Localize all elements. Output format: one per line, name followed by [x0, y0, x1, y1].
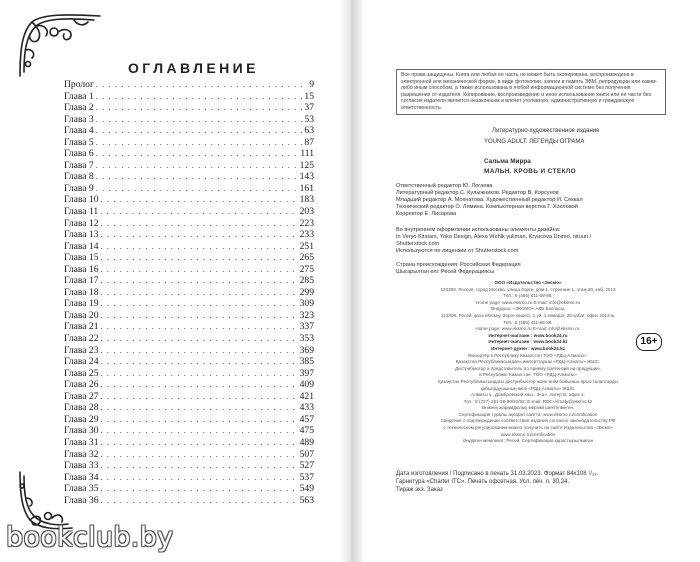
dot-leader [101, 252, 298, 264]
toc-entry [64, 391, 314, 403]
toc-entry-page: 421 [299, 390, 314, 402]
country-of-origin: Страна происхождения: Российская Федерация Шыгарылған елі: Ресей Федерациясы [396, 262, 521, 275]
dot-leader [101, 229, 298, 241]
toc-entry-page: 143 [299, 171, 314, 183]
dot-leader [101, 437, 298, 449]
dot-leader [96, 91, 303, 103]
series: YOUNG ADULT. ЛЕГЕНДЫ ОГРАМА [484, 139, 585, 145]
publisher-line: Тел.: 8 (727) 251-59-90/91/92; E-mail: RDC-Almaty@eksmo.kz [463, 398, 593, 404]
dot-leader [101, 495, 298, 507]
book-spine [340, 0, 362, 562]
toc-entry [64, 356, 314, 368]
toc-title: ОГЛАВЛЕНИЕ [128, 60, 259, 76]
author: Сальма Мирра [484, 158, 531, 165]
toc-entry [64, 194, 314, 206]
dot-leader [101, 218, 298, 230]
toc-entry [64, 252, 314, 264]
toc-entry-page: 223 [299, 217, 314, 229]
toc-entry-page: 537 [299, 471, 314, 483]
toc-entry-page: 433 [299, 402, 314, 414]
toc-entry-label: Глава 3 [64, 113, 94, 125]
genre: Литературно-художественное издание [492, 128, 600, 134]
toc-entry-label: Глава 15 [64, 252, 99, 264]
publisher-line: Home page: www.eksmo.ru E-mail: info@eksmo.ru. [475, 326, 581, 332]
rights-notice: Все права защищены. Книга или любая ее часть не может быть скопирована, воспроизведена в электронной или механической форме, в виде фотокопии, записи в память ЭВМ, репродукции или каким-либо иным способом, а также использована в любой информационной системе без получения разрешения от издателя. Копирование, воспроизведение и иное использование книги или ее части без согласия издателя является незаконным и влечет уголовную, административную и гражданскую ответственность. [396, 69, 666, 115]
dot-leader [101, 414, 298, 426]
dot-leader [101, 310, 298, 322]
toc-entry [64, 460, 314, 472]
toc-entry-label: Глава 14 [64, 240, 99, 252]
toc-entry [64, 402, 314, 414]
toc-entry-label: Глава 29 [64, 413, 99, 425]
toc-entry-label: Глава 4 [64, 125, 94, 137]
toc-entry-label: Глава 25 [64, 367, 99, 379]
dot-leader [96, 125, 303, 137]
toc-entry [64, 264, 314, 276]
toc-entry-page: 309 [299, 298, 314, 310]
dot-leader [101, 483, 298, 495]
toc-entry-page: 475 [299, 425, 314, 437]
age-rating-badge: 16+ [636, 333, 662, 351]
toc-entry-label: Глава 33 [64, 460, 99, 472]
dot-leader [101, 472, 298, 484]
publisher-line: Home page: www.eksmo.ru E-mail: info@eksmo.ru [476, 299, 580, 305]
dot-leader [101, 264, 298, 276]
publisher-line: Тел.: 8 (495) 411-68-86. [503, 293, 553, 299]
dot-leader [96, 79, 307, 91]
toc-entry-page: 285 [299, 275, 314, 287]
toc-entry-page: 397 [299, 367, 314, 379]
dot-leader [101, 333, 298, 345]
dot-leader [96, 183, 298, 195]
toc-entry-label: Глава 26 [64, 379, 99, 391]
toc-entry [64, 218, 314, 230]
toc-entry-page: 37 [304, 102, 314, 114]
toc-entry-label: Глава 16 [64, 263, 99, 275]
dot-leader [101, 321, 298, 333]
toc-entry-page: 563 [299, 494, 314, 506]
toc-entry [64, 287, 314, 299]
design-credits: Во внутреннем оформлении использованы элементы дизайна: In Veryo Kitstars, Yoko Design, Alexa Wehlk yuliman, Kryucova Dnimo, nituuri / Shutterstock.com Используются по лицензии от Shutterstock.com [396, 227, 592, 254]
toc-entry-label: Глава 13 [64, 229, 99, 241]
toc-entry [64, 310, 314, 322]
toc-entry [64, 298, 314, 310]
toc-entry-label: Глава 34 [64, 471, 99, 483]
toc-entry [64, 495, 314, 507]
dot-leader [101, 345, 298, 357]
toc-entry-label: Глава 6 [64, 148, 94, 160]
toc-entry-label: Глава 36 [64, 494, 99, 506]
toc-entry-page: 337 [299, 321, 314, 333]
toc-entry-page: 87 [304, 136, 314, 148]
toc-entry-label: Глава 8 [64, 171, 94, 183]
print-info-line: Тираж экз. Заказ [396, 487, 443, 493]
toc-entry [64, 437, 314, 449]
right-page [362, 0, 700, 562]
dot-leader [101, 194, 298, 206]
dot-leader [101, 425, 298, 437]
toc-entry [64, 102, 314, 114]
toc-entry-label: Глава 23 [64, 344, 99, 356]
toc-entry-page: 275 [299, 263, 314, 275]
toc-entry-label: Глава 24 [64, 356, 99, 368]
toc-entry [64, 449, 314, 461]
toc-entry [64, 368, 314, 380]
toc-entry-label: Глава 19 [64, 298, 99, 310]
dot-leader [96, 148, 299, 160]
book-title: МАЛЬН. КРОВЬ И СТЕКЛО [484, 168, 577, 175]
publisher-line: 123308, Россия, город Москва, улица Зорге, дом 1, строение 1, этаж 20, каб. 2013 [440, 286, 616, 292]
toc-entry-label: Глава 7 [64, 159, 94, 171]
toc-entry-label: Глава 9 [64, 182, 94, 194]
dot-leader [96, 114, 303, 126]
watermark: bookclub.by [6, 522, 174, 553]
publisher-line: Қазақстан Республикасындағы дистрибьютор және өнім бойынша арыз-талаптарды [438, 378, 618, 384]
toc-entry-page: 457 [299, 413, 314, 425]
toc-entry-page: 111 [300, 148, 314, 160]
dot-leader [100, 206, 297, 218]
dot-leader [101, 241, 298, 253]
toc-entry-label: Глава 32 [64, 448, 99, 460]
toc-entry-label: Глава 18 [64, 286, 99, 298]
toc-entry [64, 414, 314, 426]
publisher-line: Қазақстан Республикасындағы импорттаушы «РДЦ-Алматы» ЖШС. [455, 359, 601, 365]
toc-entry-page: 369 [299, 344, 314, 356]
publisher-line: о техническом регулировании можно получить на сайте Издательства «Эксмо» [443, 425, 613, 431]
publisher-line: Интернет-магазин : www.book24.kz [488, 339, 568, 345]
dot-leader [101, 275, 298, 287]
toc-entry-label: Пролог [64, 79, 94, 90]
toc-entry-label: Глава 11 [64, 206, 99, 218]
toc-entry [64, 206, 314, 218]
toc-entry [64, 321, 314, 333]
print-info-line: Гарнитура «Charter ITC». Печать офсетная. Усл. печ. л. 30,24. [396, 479, 570, 485]
publisher-line: Алматы қ., Домбровский көш., 3«а», литер Б, офис 1. [471, 392, 585, 398]
toc-entry [64, 171, 314, 183]
publisher-line: Импортёр в Республику Казахстан ТОО «РДЦ-Алматы». [468, 352, 588, 358]
toc-entry [64, 275, 314, 287]
toc-entry-page: 63 [304, 125, 314, 137]
toc-entry-page: 183 [299, 194, 314, 206]
dot-leader [96, 160, 298, 172]
publisher-line: Өнімнің жарамдылық мерзімі шектелмеген. [481, 405, 575, 411]
toc-entry [64, 183, 314, 195]
toc-entry-page: 353 [299, 333, 314, 345]
toc-entry-page: 549 [299, 483, 314, 495]
toc-entry-label: Глава 20 [64, 309, 99, 321]
publisher-line: www.eksmo.ru/certification [500, 431, 556, 437]
toc-entry-label: Глава 30 [64, 425, 99, 437]
publisher-line: в Республике Казахстан: ТОО «РДЦ-Алматы» [479, 372, 577, 378]
toc-entry-label: Глава 10 [64, 194, 99, 206]
toc-entry [64, 229, 314, 241]
toc-entry [64, 345, 314, 357]
toc-entry-label: Глава 17 [64, 275, 99, 287]
toc-entry [64, 137, 314, 149]
toc-entry-page: 53 [304, 113, 314, 125]
publisher-line: Сведения о подтверждении соответствия издания согласно законодательству РФ [440, 418, 616, 424]
publisher-line: Интернет-дүкен : www.book24.kz [491, 345, 565, 351]
toc-entry-page: 161 [299, 182, 314, 194]
toc-entry-page: 299 [299, 286, 314, 298]
publisher-line: қабылдаушының өкілі «РДЦ-Алматы» ЖШС, [480, 385, 576, 391]
editors-credits: Ответственный редактор Ю. Логаева Литературный редактор С. Кулыжников. Редактор В. Корсунов Младший редактор А. Мохнатова. Художественный редактор И. Секкал Технический редактор О. Лямина. Компьютерная верстка Г. Хохловой Корректор Е. Лисарова [396, 183, 583, 217]
toc-entry [64, 472, 314, 484]
toc-entry-label: Глава 1 [64, 90, 94, 102]
toc-entry [64, 160, 314, 172]
toc-entry [64, 125, 314, 137]
toc-entry-label: Глава 2 [64, 102, 94, 114]
toc-entry-label: Глава 21 [64, 321, 99, 333]
publisher-line: 123308, Ресей, қала Мәскеу, Зорге көшесі, 1 үй, 1 ғимарат, 20 қабат, офис 2013 ж. [440, 312, 616, 318]
toc-entry-label: Глава 31 [64, 436, 99, 448]
toc-entry-label: Глава 35 [64, 483, 99, 495]
publisher-line: Тел.: 8 (495) 411-68-86. [503, 319, 553, 325]
publisher-line: Сертификация туралы ақпарат сайтта: www.eksmo.ru/certification [458, 411, 598, 417]
left-page [0, 0, 340, 562]
toc-entry-page: 265 [299, 252, 314, 264]
toc-entry-page: 385 [299, 356, 314, 368]
toc-entry-page: 9 [309, 79, 314, 90]
toc-entry-page: 15 [304, 90, 314, 102]
toc-entry-page: 527 [299, 460, 314, 472]
toc-entry-page: 233 [299, 229, 314, 241]
dot-leader [96, 171, 298, 183]
toc-entry [64, 148, 314, 160]
toc-entry [64, 91, 314, 103]
toc-entry [64, 241, 314, 253]
toc-entry-label: Глава 12 [64, 217, 99, 229]
dot-leader [101, 449, 298, 461]
toc-list [64, 79, 314, 506]
toc-entry [64, 79, 314, 91]
dot-leader [101, 298, 298, 310]
toc-entry [64, 114, 314, 126]
publisher-line: Өндіруші: «ЭКСМО» АҚБ Баспасы, [490, 306, 566, 312]
toc-entry-label: Глава 28 [64, 402, 99, 414]
toc-entry-page: 323 [299, 309, 314, 321]
print-info-line: Дата изготовления / Подписано в печать 31.03.2023. Формат 84x108 ¹/₃₂. [396, 471, 599, 477]
toc-entry-page: 125 [299, 159, 314, 171]
print-info [396, 470, 666, 494]
publisher-line: Дистрибьютор и представитель по приему претензий на продукцию, [455, 365, 601, 371]
toc-entry [64, 333, 314, 345]
toc-entry-page: 203 [299, 206, 314, 218]
toc-entry-label: Глава 22 [64, 333, 99, 345]
toc-entry [64, 379, 314, 391]
dot-leader [101, 368, 298, 380]
dot-leader [101, 460, 298, 472]
dot-leader [96, 102, 303, 114]
publisher-line: ООО «Издательство «Эксмо» [494, 280, 562, 285]
toc-entry-page: 507 [299, 448, 314, 460]
publisher-line: Интернет-магазин : www.book24.ru [488, 332, 568, 338]
toc-entry [64, 425, 314, 437]
dot-leader [101, 356, 298, 368]
dot-leader [96, 137, 303, 149]
publisher-info [408, 280, 648, 445]
dot-leader [101, 379, 298, 391]
toc-entry-page: 489 [299, 436, 314, 448]
dot-leader [101, 287, 298, 299]
toc-entry-page: 409 [299, 379, 314, 391]
publisher-line: Өндірген мемлекет: Ресей. Сертификация қарастырылмаған [462, 438, 594, 444]
toc-entry-label: Глава 5 [64, 136, 94, 148]
corner-ornament-icon [14, 10, 106, 80]
dot-leader [101, 402, 298, 414]
toc-entry-page: 251 [299, 240, 314, 252]
dot-leader [101, 391, 298, 403]
toc-entry [64, 483, 314, 495]
toc-entry-label: Глава 27 [64, 390, 99, 402]
